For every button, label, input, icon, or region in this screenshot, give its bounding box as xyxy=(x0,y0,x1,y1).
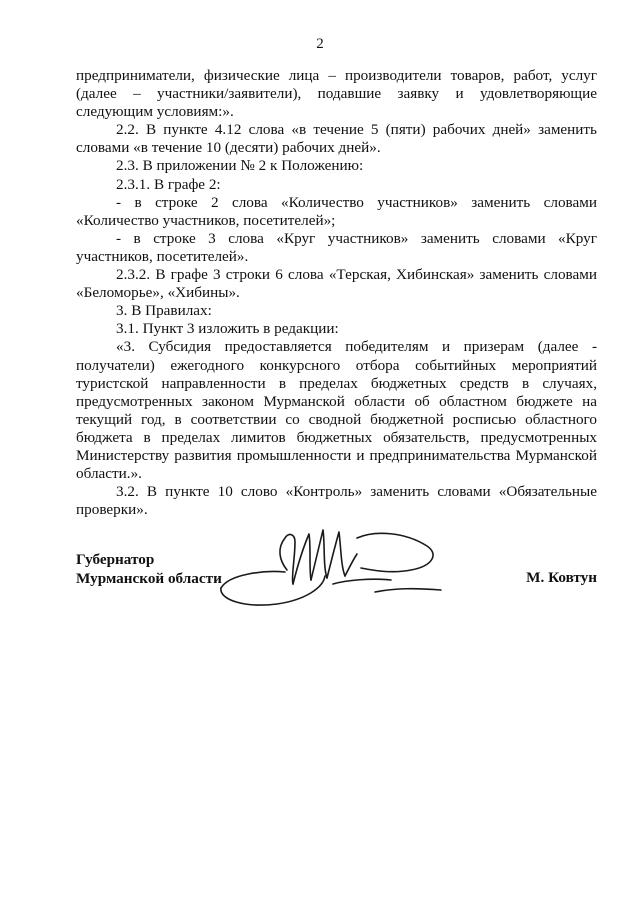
paragraph-3: 2.3. В приложении № 2 к Положению: xyxy=(116,157,364,175)
paragraph-7: 2.3.2. В графе 3 строки 6 слова «Терская, Хибинская» заменить словами «Беломорье», «Хибины». xyxy=(76,266,597,302)
signatory-name: М. Ковтун xyxy=(526,569,597,586)
paragraph-1: предприниматели, физические лица – производители товаров, работ, услуг (далее – участники/заявители), подавшие заявку и удовлетворяющие следующим условиям:». xyxy=(76,67,597,121)
paragraph-10: «3. Субсидия предоставляется победителям и призерам (далее - получатели) ежегодного конкурсного отбора событийных мероприятий туристской направленности в пределах бюджетных средств в случаях, предусмотренных законом Мурманской области об областном бюджете на текущий год, в соответствии со сводной бюджетной росписью областного бюджета в пределах лимитов бюджетных обязательств, предусмотренных Министерству развития промышленности и предпринимательства Мурманской области.». xyxy=(76,338,597,483)
handwritten-signature xyxy=(215,518,455,618)
paragraph-4: 2.3.1. В графе 2: xyxy=(116,175,221,193)
paragraph-6: - в строке 3 слова «Круг участников» заменить словами «Круг участников, посетителей». xyxy=(76,229,597,265)
paragraph-11: 3.2. В пункте 10 слово «Контроль» заменить словами «Обязательные проверки». xyxy=(76,483,597,519)
signatory-title xyxy=(76,551,222,588)
paragraph-8: 3. В Правилах: xyxy=(116,302,212,320)
document-body xyxy=(76,67,597,519)
signatory-title-line2: Мурманской области xyxy=(76,569,222,587)
paragraph-9: 3.1. Пункт 3 изложить в редакции: xyxy=(116,320,339,338)
page-number: 2 xyxy=(316,36,324,52)
paragraph-5: - в строке 2 слова «Количество участников» заменить словами «Количество участников, посетителей»; xyxy=(76,193,597,229)
signatory-title-line1: Губернатор xyxy=(76,551,155,568)
paragraph-2: 2.2. В пункте 4.12 слова «в течение 5 (пяти) рабочих дней» заменить словами «в течение 10 (десяти) рабочих дней». xyxy=(76,121,597,157)
